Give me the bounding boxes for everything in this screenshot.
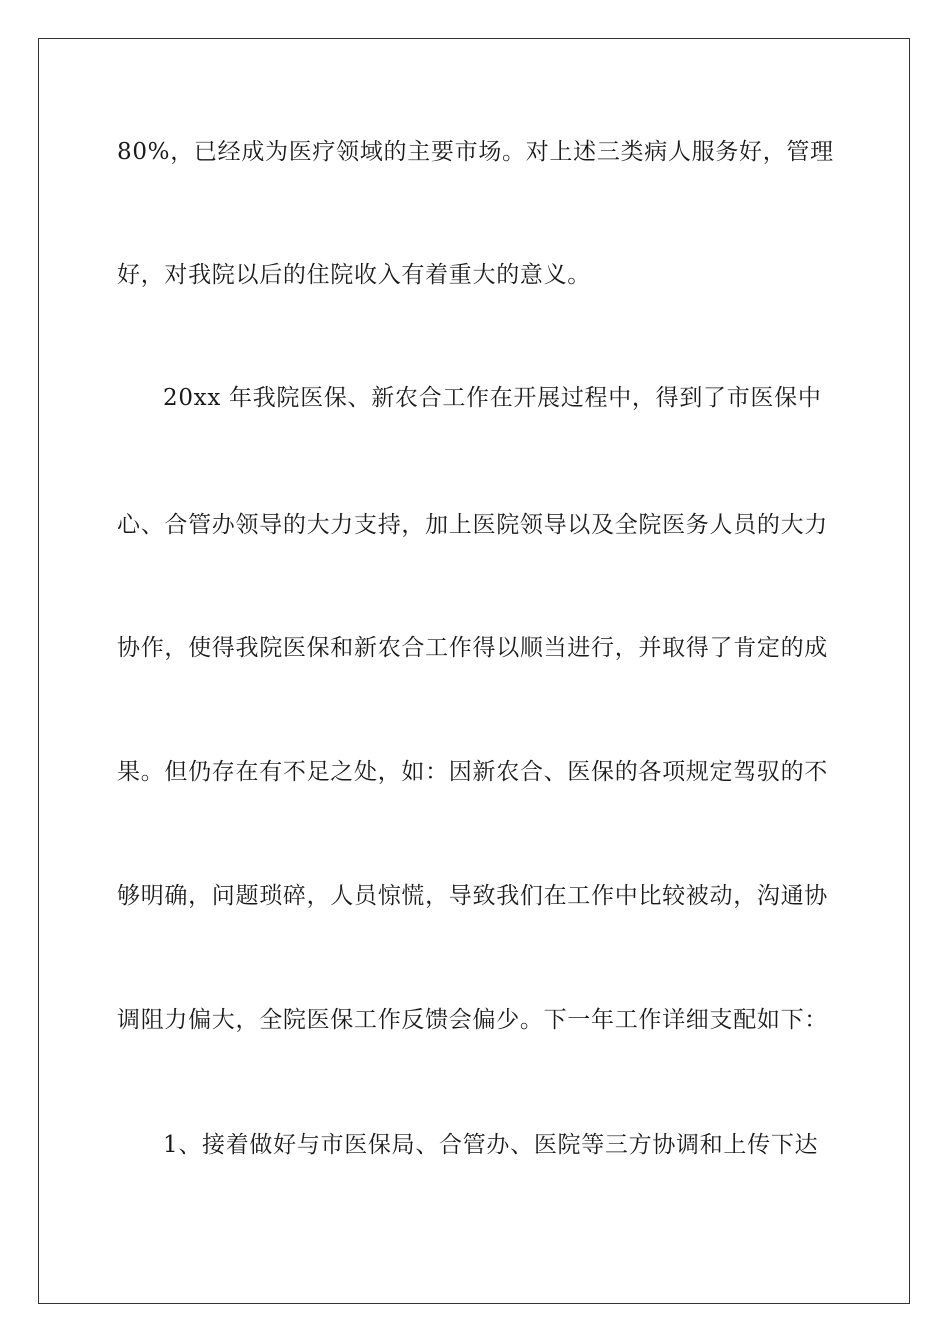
page-border [38,38,910,1304]
paragraph-line: 心、合管办领导的大力支持，加上医院领导以及全院医务人员的大力 [117,512,828,538]
paragraph-line: 协作，使得我院医保和新农合工作得以顺当进行，并取得了肯定的成 [117,635,828,661]
paragraph-line: 够明确，问题琐碎，人员惊慌，导致我们在工作中比较被动，沟通协 [117,883,828,909]
paragraph-line: 调阻力偏大，全院医保工作反馈会偏少。下一年工作详细支配如下： [117,1007,828,1033]
paragraph-line: 80%，已经成为医疗领域的主要市场。对上述三类病人服务好，管理 [117,139,834,165]
paragraph-line: 1、接着做好与市医保局、合管办、医院等三方协调和上传下达 [163,1132,819,1158]
paragraph-line: 好，对我院以后的住院收入有着重大的意义。 [117,262,591,288]
paragraph-line: 果。但仍存在有不足之处，如：因新农合、医保的各项规定驾驭的不 [117,759,828,785]
paragraph-line: 20xx 年我院医保、新农合工作在开展过程中，得到了市医保中 [163,385,822,411]
